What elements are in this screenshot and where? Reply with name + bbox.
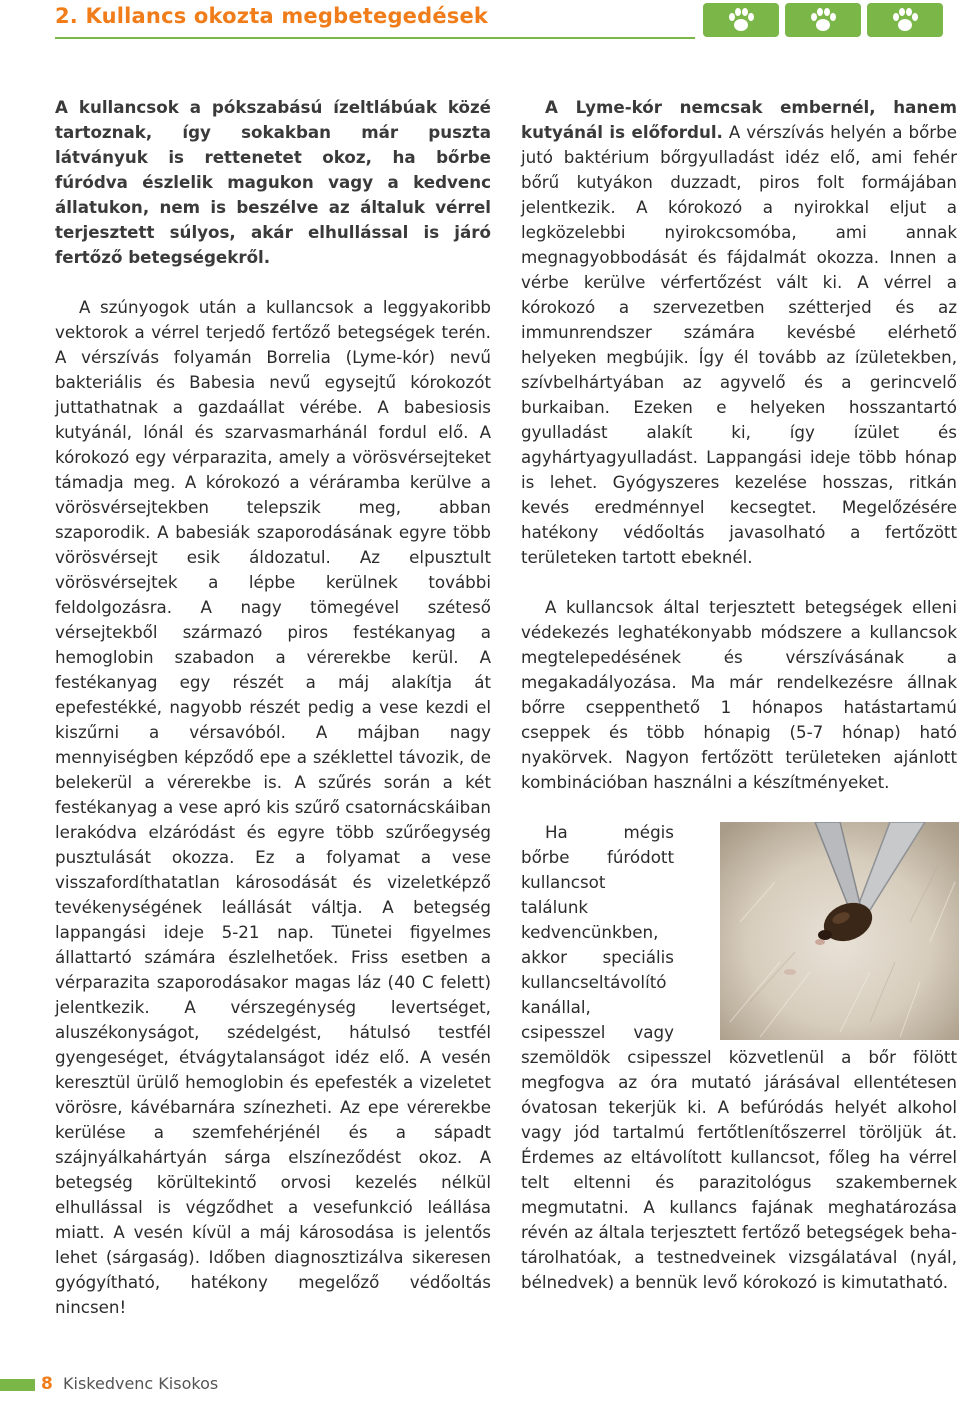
removal-block (521, 820, 957, 1295)
babesiosis-paragraph: A szúnyogok után a kullancsok a leggyakoribb vektorok a vérrel terjedő fertőző betegségek terén. A vérszívás folyamán Borrelia (Lyme-kór) nevű bakteriális és Babesia nevű egysejtű kórokozót juttathatnak a gazdaállat vérébe. A babesiosis kutyánál, lónál és szarvasmarhánál fordul elő. A kórokozó egy vérparazita, amely a vörösvérsejteket támadja meg. A kórokozó a véráramba kerülve a vörösvérsejtekben telepszik meg, abban szaporodik. A babesiák szaporodásának egyre több vörösvérsejt esik áldozatul. Az elpusztult vörösvérsejtek a lépbe kerülnek további feldolgozásra. A nagy tömegével széteső vérsejtekből származó piros festékanyag a hemoglobin szabadon a vérerekbe kerül. A festékanyag egy részét a máj alakítja át epefestékké, nagyobb részét pedig a vese kezdi el kiszűrni a vérsavóból. A májban nagy mennyiségben képződő epe a széklettel távozik, de belekerül a vérerekbe is. A szűrés során a két festékanyag a vese apró kis szűrő csatornácskáiban lerakódva elzáródást és egyre több szűrőegység pusztulását okozza. Ez a folyamat a vese visszafordíthatatlan károsodását és vizeletképző tevékenységének leállását váltja. A betegség lappangási ideje 5-21 nap. Tünetei figyelmes állattartó számára észlelhetőek. Friss esetben a vérparazita szaporodásakor magas láz (40 C felett) jelentkezik. A vérszegénység levertséget, aluszékonyságot, szédelgést, hátulsó testfél gyengeséget, étvágytalanságot idéz elő. A vesén keresztül ürülő hemoglobin és epefesték a vizeletet vörösre, kávébarnára színezheti. Az epe vérerekbe kerülése a szemfehérjénél és a sápadt szájnyálkahártyán sárga elszíneződést okoz. A betegség körültekintő orvosi kezelés nélkül elhullással is végződhet a vesefunkció leállása miatt. A vesén kívül a máj károsodása is jelentős lehet (sárgaság). Időben diagnosztizálva sikeresen gyógyítható, hatékony megelőző védőoltás nincsen! (55, 297, 491, 1317)
intro-paragraph: A kullancsok a pókszabású ízeltlábúak közé tartoznak, így sokakban már puszta látványuk is rettenetet okoz, ha bőrbe fúródva észlelik magukon vagy a kedvenc állatukon, nem is beszélve az általuk vérrel terjesztett súlyos, akár elhullással is járó fertőző betegségekről. (55, 97, 491, 267)
left-column (55, 95, 491, 1320)
paw-print-icon (890, 6, 920, 34)
page-number: 8 (41, 1374, 53, 1394)
paw-tile (785, 3, 861, 37)
lyme-body: A vérszívás helyén a bőrbe jutó baktérium bőrgyulladást idéz elő, ami fehér bőrű kutyákon duzzadt, piros folt formájában jelentkezik. A kórokozó a nyirokkal eljut a legközelebbi nyirokcsomóba, ami annak megnagyobbodását és fájdalmát okozza. Innen a vérbe kerülve vérfertőzést vált ki. A vérrel a kórokozó a szervezetben szétterjed és az immunrendszer számára kevésbé elérhető helyeken megbújik. Így él tovább az ízületekben, szívbelhártyában az agyvelő és a gerincvelő burkaiban. Ezeken e helyeken hosszantartó gyulladást alakít ki, így ízület és agyhártyagyulladást. Lappangási ideje több hónap is lehet. Gyógyszeres kezelése hosszas, ritkán kevés eredménnyel kecsegtet. Megelőzésére hatékony védőoltás javasolható a fertőzött területeken tartott ebeknél. (521, 122, 957, 567)
paw-tile (703, 3, 779, 37)
tick-removal-photo (720, 822, 959, 1040)
right-column (521, 95, 957, 1295)
paw-tile (867, 3, 943, 37)
paw-print-icon (726, 6, 756, 34)
section-heading: 2. Kullancs okozta megbetegedések (55, 4, 489, 28)
heading-underline (55, 37, 695, 39)
removal-paragraph: Ha mégis bőrbe fúródott kullancsot találunk kedvencünkben, akkor speciális kullancseltávolító kanállal, csipesszel vagy szemöldök csipesszel közvetlenül a bőr fölött megfogva az óra mutató járásával ellentétesen óvatosan tekerjük ki. A befúródás helyét alkohol vagy jód tartalmú fertőtlenítőszerrel töröljük át. Érdemes az eltávolított kullancsot, főleg ha vérrel telt eltenni és parazitológus szakembernek megmutatni. A kullancs fajának meghatározása révén az általa terjesztett fertőző betegségek behatárolhatóak, a testnedveinek vizsgálatával (nyál, bélnedvek) a bennük levő kórokozó is kimutatható. (521, 822, 957, 1292)
paw-print-icon (808, 6, 838, 34)
lyme-paragraph (521, 95, 957, 570)
footer-accent-bar (0, 1379, 35, 1391)
prevention-paragraph: A kullancsok által terjesztett betegségek elleni védekezés leghatékonyabb módszere a kullancsok megtelepedésének és vérszívásának a megakadályozása. Ma már rendelkezésre állnak bőrre cseppenthető 1 hónapos hatástartamú cseppek és több hónapig (5-7 hónap) ható nyakörvek. Nagyon fertőzött területeken ajánlott kombinációban használni a készítményeket. (521, 597, 957, 792)
lyme-lead: A Lyme-kór nemcsak embernél, hanem kutyánál is előfordul. (521, 97, 957, 142)
paw-print-banner (703, 3, 943, 37)
publication-title: Kiskedvenc Kisokos (63, 1374, 219, 1393)
